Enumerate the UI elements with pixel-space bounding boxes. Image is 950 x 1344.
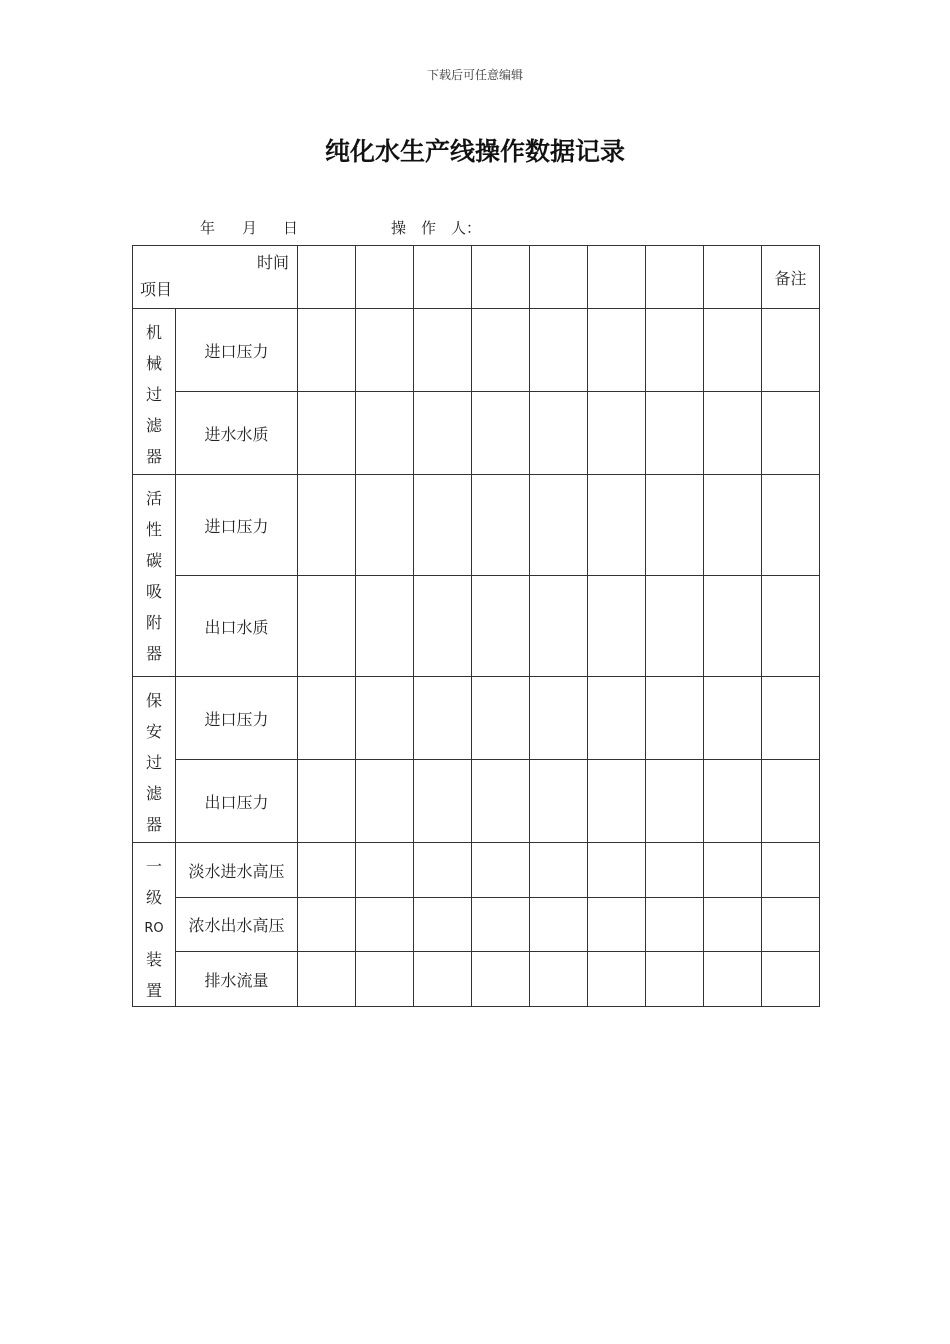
time-slot-1[interactable] — [298, 246, 356, 309]
group-label-char: 器 — [145, 815, 162, 834]
group-label-char: 活 — [145, 489, 162, 508]
data-entry-cell[interactable] — [472, 309, 530, 392]
group-label-char: 置 — [145, 981, 162, 1000]
table-row — [133, 392, 820, 475]
data-entry-cell[interactable] — [530, 952, 588, 1007]
remark-cell[interactable] — [762, 952, 820, 1007]
parameter-label: 进口压力 — [176, 309, 298, 392]
data-entry-cell[interactable] — [356, 760, 414, 843]
year-label: 年 — [200, 219, 216, 237]
data-entry-cell[interactable] — [414, 576, 472, 677]
data-entry-cell[interactable] — [530, 760, 588, 843]
data-entry-cell[interactable] — [646, 309, 704, 392]
data-entry-cell[interactable] — [646, 760, 704, 843]
data-entry-cell[interactable] — [704, 309, 762, 392]
data-entry-cell[interactable] — [530, 898, 588, 952]
data-entry-cell[interactable] — [414, 898, 472, 952]
group-label-char: 滤 — [145, 784, 162, 803]
header-diagonal-cell — [133, 246, 298, 309]
group-label-char: 过 — [145, 753, 162, 772]
page-title: 纯化水生产线操作数据记录 — [324, 137, 625, 166]
table-row — [133, 898, 820, 952]
group-label-char: 安 — [145, 722, 162, 741]
group-label-char: 级 — [145, 888, 162, 907]
data-entry-cell[interactable] — [472, 392, 530, 475]
data-entry-cell[interactable] — [646, 475, 704, 576]
header-note: 下载后可任意编辑 — [426, 68, 523, 82]
data-entry-cell[interactable] — [588, 309, 646, 392]
data-entry-cell[interactable] — [588, 760, 646, 843]
data-entry-cell[interactable] — [414, 952, 472, 1007]
parameter-label: 进口压力 — [176, 475, 298, 576]
data-entry-cell[interactable] — [472, 952, 530, 1007]
data-entry-cell[interactable] — [588, 576, 646, 677]
table-row — [133, 475, 820, 576]
remark-header: 备注 — [762, 246, 820, 309]
group-label-char: 滤 — [145, 416, 162, 435]
data-entry-cell[interactable] — [530, 309, 588, 392]
remark-cell[interactable] — [762, 392, 820, 475]
data-entry-cell[interactable] — [298, 677, 356, 760]
time-slot-8[interactable] — [704, 246, 762, 309]
data-entry-cell[interactable] — [646, 952, 704, 1007]
data-entry-cell[interactable] — [704, 898, 762, 952]
group-label-char: 保 — [145, 691, 162, 710]
data-entry-cell[interactable] — [646, 898, 704, 952]
data-entry-cell[interactable] — [298, 898, 356, 952]
data-entry-cell[interactable] — [298, 843, 356, 898]
data-entry-cell[interactable] — [414, 392, 472, 475]
remark-cell[interactable] — [762, 898, 820, 952]
time-slot-6[interactable] — [588, 246, 646, 309]
data-entry-cell[interactable] — [530, 576, 588, 677]
remark-cell[interactable] — [762, 309, 820, 392]
remark-cell[interactable] — [762, 843, 820, 898]
group-label-char: 吸 — [145, 582, 162, 601]
data-entry-cell[interactable] — [472, 475, 530, 576]
data-entry-cell[interactable] — [472, 843, 530, 898]
table-row — [133, 760, 820, 843]
time-slot-3[interactable] — [414, 246, 472, 309]
data-entry-cell[interactable] — [298, 576, 356, 677]
day-label: 日 — [283, 219, 299, 237]
group-label-char: 性 — [145, 520, 162, 539]
data-entry-cell[interactable] — [472, 576, 530, 677]
group-label-char: 过 — [145, 385, 162, 404]
item-header: 项目 — [140, 280, 173, 299]
data-entry-cell[interactable] — [414, 843, 472, 898]
data-entry-cell[interactable] — [646, 392, 704, 475]
month-label: 月 — [242, 219, 258, 237]
data-entry-cell[interactable] — [472, 677, 530, 760]
equipment-group-label — [133, 309, 176, 475]
data-entry-cell[interactable] — [646, 677, 704, 760]
parameter-label: 进口压力 — [176, 677, 298, 760]
data-entry-cell[interactable] — [298, 309, 356, 392]
data-entry-cell[interactable] — [588, 952, 646, 1007]
group-label-char: 机 — [145, 323, 162, 342]
data-entry-cell[interactable] — [588, 475, 646, 576]
data-entry-cell[interactable] — [530, 475, 588, 576]
data-entry-cell[interactable] — [646, 576, 704, 677]
parameter-label: 排水流量 — [176, 952, 298, 1007]
record-table — [132, 245, 820, 1007]
remark-cell[interactable] — [762, 576, 820, 677]
table-row — [133, 576, 820, 677]
data-entry-cell[interactable] — [704, 843, 762, 898]
data-entry-cell[interactable] — [704, 760, 762, 843]
table-row — [133, 843, 820, 898]
data-entry-cell[interactable] — [298, 952, 356, 1007]
time-slot-7[interactable] — [646, 246, 704, 309]
data-entry-cell[interactable] — [414, 760, 472, 843]
table-row — [133, 309, 820, 392]
equipment-group-label — [133, 677, 176, 843]
data-entry-cell[interactable] — [530, 392, 588, 475]
data-entry-cell[interactable] — [588, 392, 646, 475]
data-entry-cell[interactable] — [356, 843, 414, 898]
equipment-group-label — [133, 843, 176, 1007]
operator-label: 操 作 人： — [391, 219, 482, 237]
data-entry-cell[interactable] — [298, 475, 356, 576]
data-entry-cell[interactable] — [414, 677, 472, 760]
parameter-label: 淡水进水高压 — [176, 843, 298, 898]
data-entry-cell[interactable] — [414, 309, 472, 392]
parameter-label: 进水水质 — [176, 392, 298, 475]
parameter-label: 出口水质 — [176, 576, 298, 677]
parameter-label: 出口压力 — [176, 760, 298, 843]
data-entry-cell[interactable] — [472, 898, 530, 952]
data-entry-cell[interactable] — [704, 576, 762, 677]
data-entry-cell[interactable] — [356, 392, 414, 475]
data-entry-cell[interactable] — [530, 843, 588, 898]
data-entry-cell[interactable] — [414, 475, 472, 576]
data-entry-cell[interactable] — [356, 898, 414, 952]
group-label-char: RO — [144, 921, 164, 936]
data-entry-cell[interactable] — [530, 677, 588, 760]
data-entry-cell[interactable] — [298, 760, 356, 843]
data-entry-cell[interactable] — [646, 843, 704, 898]
data-entry-cell[interactable] — [704, 475, 762, 576]
time-slot-5[interactable] — [530, 246, 588, 309]
data-entry-cell[interactable] — [298, 392, 356, 475]
data-entry-cell[interactable] — [588, 898, 646, 952]
data-entry-cell[interactable] — [588, 677, 646, 760]
time-slot-2[interactable] — [356, 246, 414, 309]
group-label-char: 装 — [145, 950, 162, 969]
data-entry-cell[interactable] — [588, 843, 646, 898]
data-entry-cell[interactable] — [356, 677, 414, 760]
parameter-label: 浓水出水高压 — [176, 898, 298, 952]
data-entry-cell[interactable] — [356, 952, 414, 1007]
data-entry-cell[interactable] — [356, 309, 414, 392]
data-entry-cell[interactable] — [472, 760, 530, 843]
group-label-char: 碳 — [145, 551, 162, 570]
group-label-char: 械 — [145, 354, 162, 373]
group-label-char: 一 — [145, 857, 162, 876]
meta-line — [0, 217, 950, 239]
data-entry-cell[interactable] — [704, 952, 762, 1007]
table-row — [133, 952, 820, 1007]
group-label-char: 附 — [145, 613, 162, 632]
data-entry-cell[interactable] — [704, 392, 762, 475]
data-entry-cell[interactable] — [356, 576, 414, 677]
equipment-group-label — [133, 475, 176, 677]
remark-cell[interactable] — [762, 475, 820, 576]
header-row — [133, 246, 820, 309]
remark-cell[interactable] — [762, 760, 820, 843]
data-entry-cell[interactable] — [356, 475, 414, 576]
group-label-char: 器 — [145, 644, 162, 663]
remark-cell[interactable] — [762, 677, 820, 760]
table-row — [133, 677, 820, 760]
group-label-char: 器 — [145, 447, 162, 466]
data-entry-cell[interactable] — [704, 677, 762, 760]
time-header: 时间 — [256, 253, 289, 272]
time-slot-4[interactable] — [472, 246, 530, 309]
